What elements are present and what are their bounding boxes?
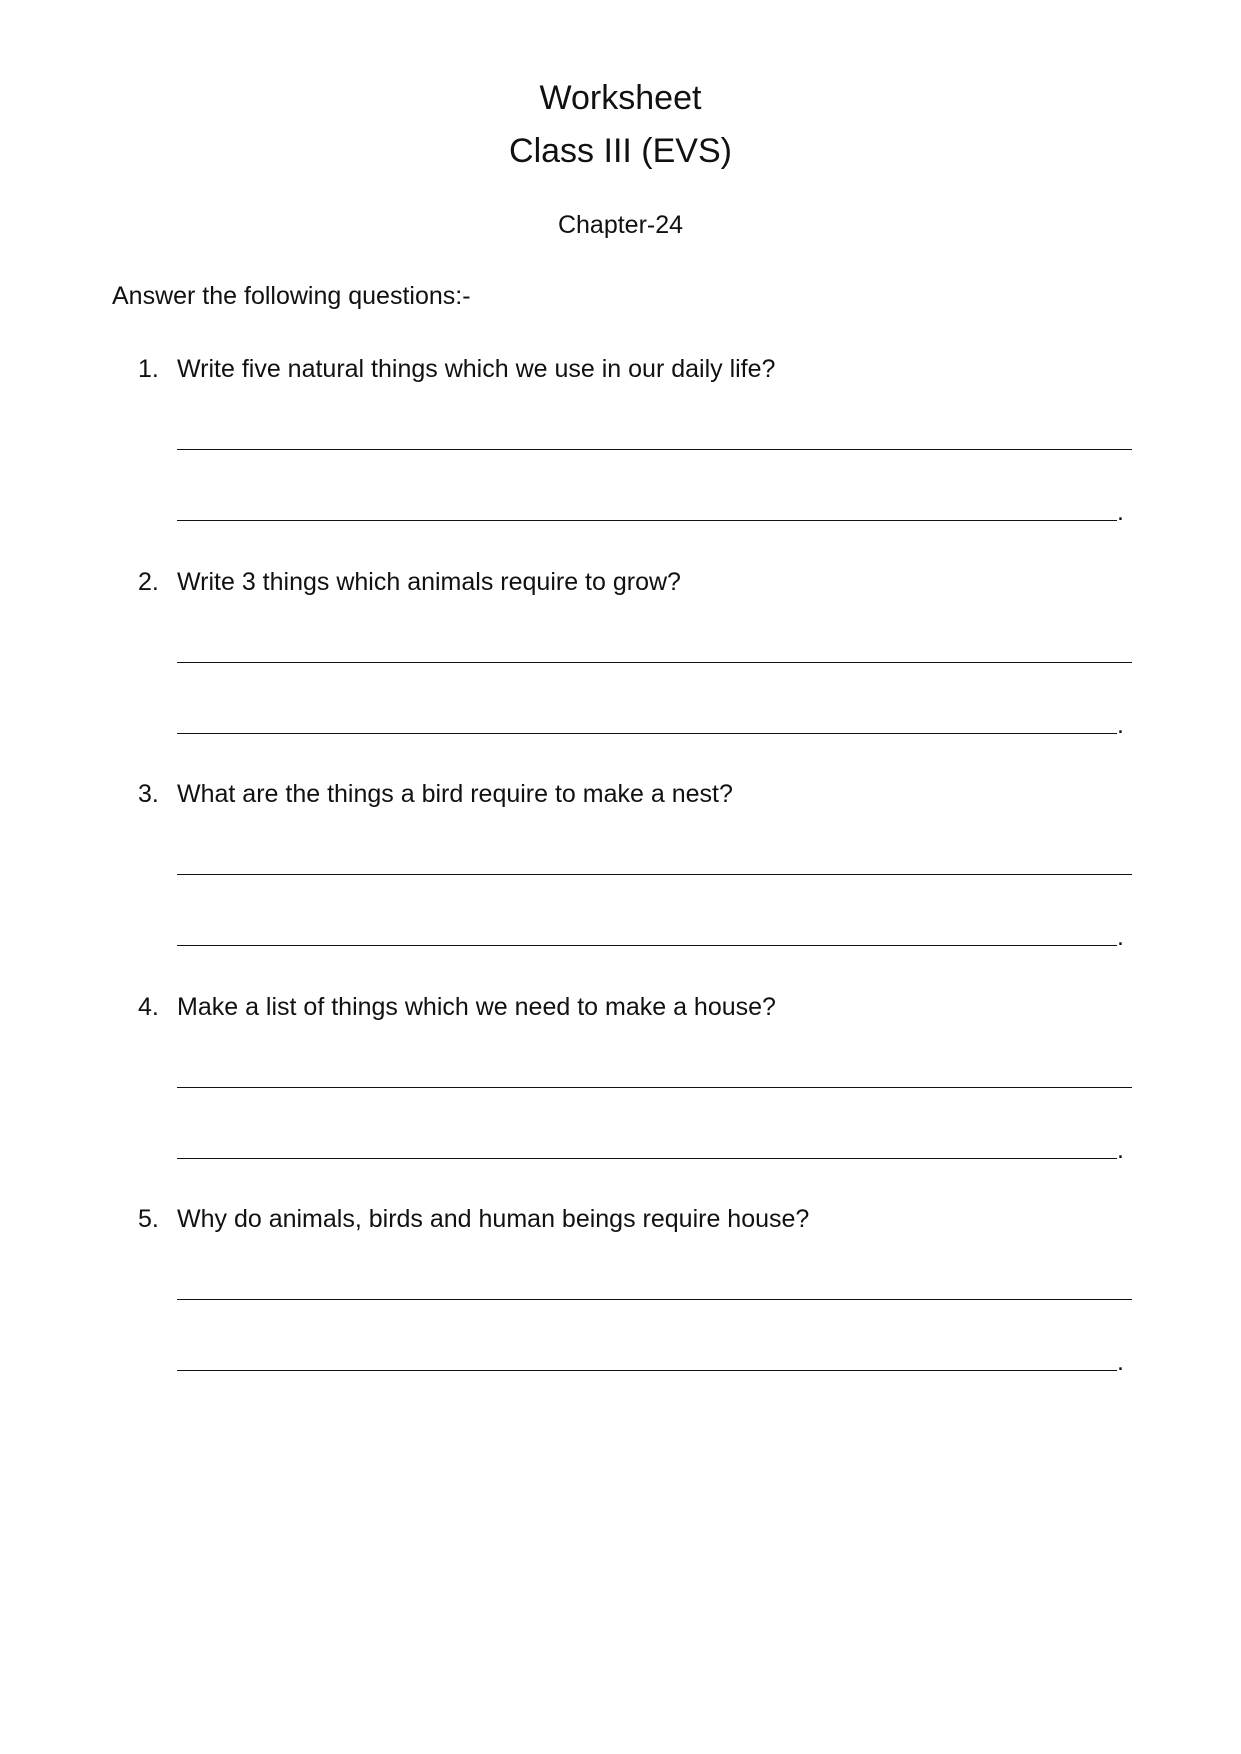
question-number: 4. (138, 993, 159, 1021)
question-text: What are the things a bird require to make a nest? (177, 780, 733, 808)
answer-line[interactable] (177, 1158, 1117, 1159)
question-4 (0, 991, 1241, 1191)
question-text: Write five natural things which we use in our daily life? (177, 355, 776, 383)
line-end-period: . (1117, 1348, 1124, 1376)
answer-line[interactable] (177, 874, 1132, 875)
question-number: 3. (138, 780, 159, 808)
question-2 (0, 566, 1241, 766)
question-text: Make a list of things which we need to make a house? (177, 993, 776, 1021)
chapter-label: Chapter-24 (557, 211, 684, 239)
answer-line[interactable] (177, 662, 1132, 663)
question-5 (0, 1203, 1241, 1403)
question-number: 5. (138, 1205, 159, 1233)
line-end-period: . (1117, 711, 1124, 739)
instruction-text: Answer the following questions:- (112, 282, 471, 310)
answer-line[interactable] (177, 1370, 1117, 1371)
line-end-period: . (1117, 923, 1124, 951)
question-text: Write 3 things which animals require to grow? (177, 568, 681, 596)
line-end-period: . (1117, 1136, 1124, 1164)
question-1 (0, 353, 1241, 553)
answer-line[interactable] (177, 449, 1132, 450)
answer-line[interactable] (177, 520, 1117, 521)
question-text: Why do animals, birds and human beings require house? (177, 1205, 810, 1233)
answer-line[interactable] (177, 1299, 1132, 1300)
line-end-period: . (1117, 498, 1124, 526)
question-number: 2. (138, 568, 159, 596)
question-3 (0, 778, 1241, 978)
class-subtitle: Class III (EVS) (509, 132, 732, 170)
answer-line[interactable] (177, 1087, 1132, 1088)
answer-line[interactable] (177, 733, 1117, 734)
answer-line[interactable] (177, 945, 1117, 946)
question-number: 1. (138, 355, 159, 383)
worksheet-title: Worksheet (539, 79, 702, 117)
